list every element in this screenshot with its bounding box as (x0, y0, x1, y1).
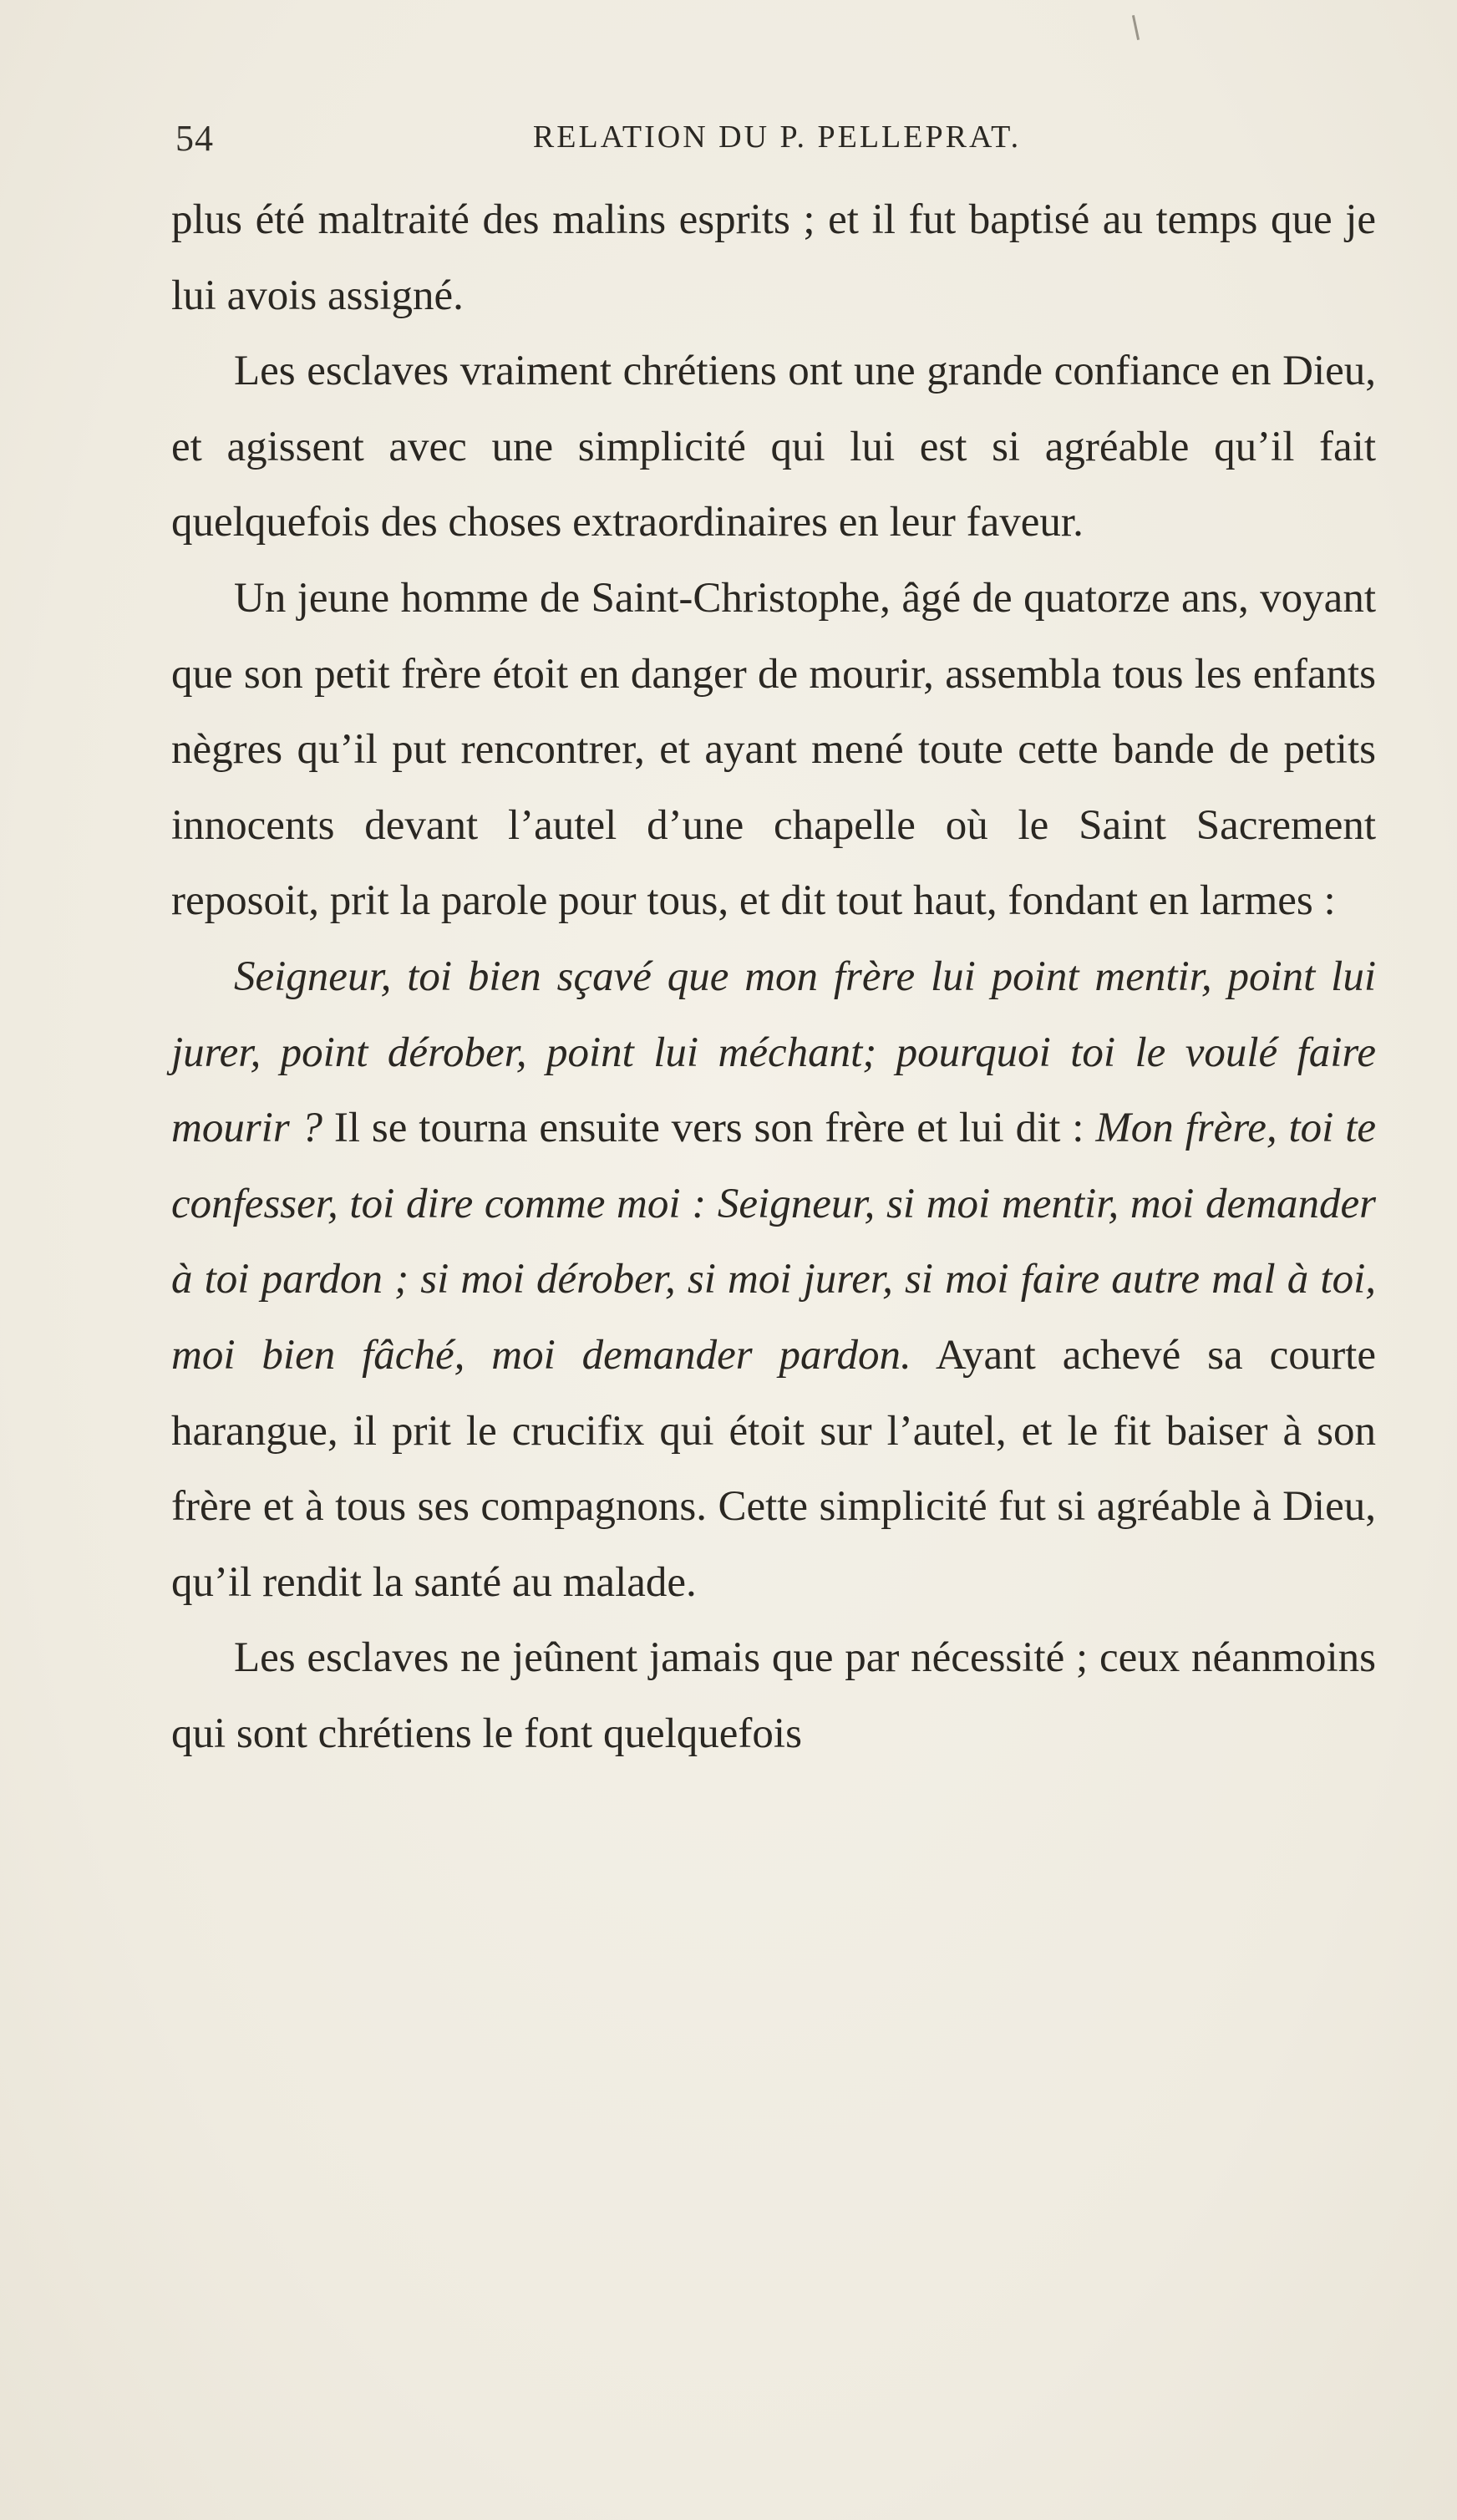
paragraph-5: Les esclaves ne jeûnent jamais que par nécessité ; ceux néanmoins qui sont chrétiens le font quelquefois (171, 1634, 1376, 1757)
paragraph-1: plus été maltraité des malins esprits ; et il fut baptisé au temps que je lui avois assigné. (171, 196, 1376, 319)
page-number: 54 (175, 118, 214, 159)
paragraph-3: Un jeune homme de Saint-Christophe, âgé de quatorze ans, voyant que son petit frère étoit en danger de mourir, assembla tous les enfants nègres qu’il put rencontrer, et ayant mené toute cette bande de petits innocents devant l’autel d’une chapelle où le Saint Sacrement reposoit, prit la parole pour tous, et dit tout haut, fondant en larmes : (171, 574, 1376, 925)
paragraph-4 (171, 939, 1376, 1620)
running-head (175, 117, 1378, 167)
ink-mark (1132, 15, 1140, 40)
prayer-quote: Seigneur, toi bien sçavé que mon frère lui point mentir, point lui jurer, point dérober, point lui méchant; pourquoi toi le voulé faire mourir ? (171, 953, 1376, 1152)
narration-1: Il se tourna ensuite vers son frère et lui dit : (322, 1105, 1096, 1152)
narration-2: Ayant achevé sa courte harangue, il prit le crucifix qui étoit sur l’autel, et le fit baiser à son frère et à tous ses compagnons. Cette simplicité fut si agréable à Dieu, qu’il rendit la santé au malade. (171, 1331, 1376, 1606)
confession-quote: Mon frère, toi te confesser, toi dire comme moi : Seigneur, si moi mentir, moi demander à toi pardon ; si moi dérober, si moi jurer, si moi faire autre mal à toi, moi bien fâché, moi demander pardon. (171, 1105, 1376, 1379)
running-title: RELATION DU P. PELLEPRAT. (532, 119, 1022, 155)
body-text (171, 182, 1376, 1771)
paragraph-2: Les esclaves vraiment chrétiens ont une grande confiance en Dieu, et agissent avec une simplicité qui lui est si agréable qu’il fait quelquefois des choses extraordinaires en leur faveur. (171, 348, 1376, 546)
